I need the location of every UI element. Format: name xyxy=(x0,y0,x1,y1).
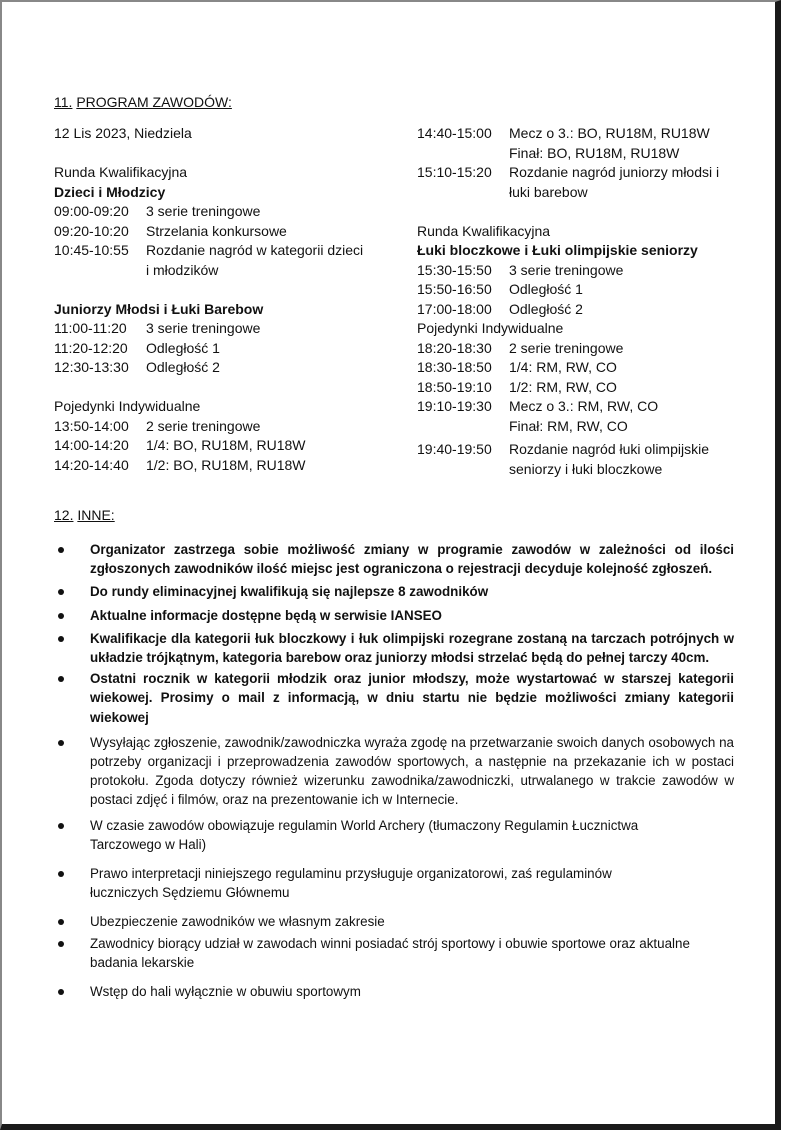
schedule-row xyxy=(417,358,747,378)
bullet-icon xyxy=(54,733,90,810)
list-item: Ostatni rocznik w kategorii młodzik oraz junior młodszy, może wystartować w starszej kategorii wiekowej. Prosimy o mail z informacją, w dniu startu nie będzie możliwości zmiany kategorii wiekowej xyxy=(54,669,734,727)
schedule-row xyxy=(417,378,747,398)
schedule-row xyxy=(54,319,394,339)
event-date: 12 Lis 2023, Niedziela xyxy=(54,125,192,141)
desc: 1/4: RM, RW, CO xyxy=(509,359,617,375)
list-item: Aktualne informacje dostępne będą w serwisie IANSEO xyxy=(54,606,734,625)
bullet-icon xyxy=(54,912,90,931)
desc: 1/2: RM, RW, CO xyxy=(509,378,617,395)
desc-2: Finał: RM, RW, CO xyxy=(509,417,628,434)
desc: 1/4: BO, RU18M, RU18W xyxy=(146,437,306,453)
schedule-row xyxy=(417,397,747,436)
desc: 2 serie treningowe xyxy=(509,339,624,356)
time: 10:45-10:55 xyxy=(54,242,129,258)
time: 19:10-19:30 xyxy=(417,398,492,414)
schedule-row xyxy=(54,358,394,378)
schedule-row xyxy=(417,280,747,300)
bullet-icon xyxy=(54,934,90,972)
time: 18:30-18:50 xyxy=(417,359,492,375)
schedule-row xyxy=(54,222,394,242)
block-label: Runda Kwalifikacyjna xyxy=(417,222,551,239)
schedule-row xyxy=(54,456,394,476)
desc: 3 serie treningowe xyxy=(146,203,261,219)
notes-list xyxy=(54,540,734,1001)
time: 09:20-10:20 xyxy=(54,222,129,239)
desc: Odległość 2 xyxy=(146,359,220,375)
desc: Odległość 1 xyxy=(509,281,583,297)
schedule-row xyxy=(417,163,747,202)
desc: Odległość 1 xyxy=(146,339,220,356)
bullet-icon xyxy=(54,816,90,854)
desc: Rozdanie nagród w kategorii dzieci i młodzików xyxy=(146,242,364,278)
schedule-row xyxy=(417,300,747,320)
section-11-heading: 11. PROGRAM ZAWODÓW: xyxy=(54,94,232,110)
time: 15:50-16:50 xyxy=(417,281,492,297)
list-item: Wstęp do hali wyłącznie w obuwiu sportowym xyxy=(54,982,734,1001)
block-title: Łuki bloczkowe i Łuki olimpijskie seniorzy xyxy=(417,242,698,258)
desc: Rozdanie nagród łuki olimpijskie seniorzy i łuki bloczkowe xyxy=(509,441,709,477)
desc: Mecz o 3.: RM, RW, CO xyxy=(509,398,659,414)
schedule-row xyxy=(417,124,747,163)
desc: 2 serie treningowe xyxy=(146,417,261,434)
list-item: Ubezpieczenie zawodników we własnym zakresie xyxy=(54,912,734,931)
desc: Strzelania konkursowe xyxy=(146,222,287,239)
time: 12:30-13:30 xyxy=(54,359,129,375)
time: 13:50-14:00 xyxy=(54,417,129,434)
time: 18:20-18:30 xyxy=(417,339,492,356)
time: 15:30-15:50 xyxy=(417,261,492,278)
time: 17:00-18:00 xyxy=(417,300,492,317)
time: 14:20-14:40 xyxy=(54,456,129,473)
time: 09:00-09:20 xyxy=(54,203,129,219)
schedule-row xyxy=(54,241,394,280)
bullet-icon xyxy=(54,540,90,578)
list-item: Prawo interpretacji niniejszego regulaminu przysługuje organizatorowi, zaś regulaminów łuczniczych Sędziemu Głównemu xyxy=(54,864,734,902)
desc: 3 serie treningowe xyxy=(146,320,261,336)
list-item: Do rundy eliminacyjnej kwalifikują się najlepsze 8 zawodników xyxy=(54,582,734,601)
schedule-row xyxy=(54,436,394,456)
schedule-row xyxy=(54,202,394,222)
time: 11:20-12:20 xyxy=(54,339,128,356)
schedule-row xyxy=(54,339,394,359)
bullet-icon xyxy=(54,982,90,1001)
time: 19:40-19:50 xyxy=(417,441,492,457)
bullet-icon xyxy=(54,582,90,601)
schedule-row xyxy=(54,417,394,437)
schedule-row xyxy=(417,339,747,359)
bullet-icon xyxy=(54,864,90,902)
bullet-icon xyxy=(54,606,90,625)
list-item: Zawodnicy biorący udział w zawodach winni posiadać strój sportowy i obuwie sportowe oraz aktualne badania lekarskie xyxy=(54,934,734,972)
section-12-heading: 12. INNE: xyxy=(54,507,115,523)
desc: Odległość 2 xyxy=(509,300,583,317)
desc: 1/2: BO, RU18M, RU18W xyxy=(146,456,306,473)
schedule-left-column xyxy=(54,124,394,475)
list-item: Kwalifikacje dla kategorii łuk bloczkowy i łuk olimpijski rozegrane zostaną na tarczach potrójnych w układzie trójkątnym, kategoria barebow oraz juniorzy młodsi strzelać będą do pełnej tarczy 40cm. xyxy=(54,629,734,667)
time: 11:00-11:20 xyxy=(54,320,127,336)
desc: Rozdanie nagród juniorzy młodsi i łuki barebow xyxy=(509,164,720,200)
bullet-icon xyxy=(54,669,90,727)
block-label: Runda Kwalifikacyjna xyxy=(54,164,188,180)
desc-2: Finał: BO, RU18M, RU18W xyxy=(509,144,680,161)
desc: 3 serie treningowe xyxy=(509,261,624,278)
bullet-icon xyxy=(54,629,90,667)
schedule-row xyxy=(417,440,747,479)
list-item: Organizator zastrzega sobie możliwość zmiany w programie zawodów w zależności od ilości zgłoszonych zawodników ilość miejsc jest ograniczona o rejestracji decyduje kolejność zgłoszeń. xyxy=(54,540,734,578)
list-item: W czasie zawodów obowiązuje regulamin World Archery (tłumaczony Regulamin Łucznictwa Tarczowego w Hali) xyxy=(54,816,734,854)
time: 14:00-14:20 xyxy=(54,437,129,453)
time: 14:40-15:00 xyxy=(417,125,492,141)
time: 18:50-19:10 xyxy=(417,378,492,395)
list-item: Wysyłając zgłoszenie, zawodnik/zawodniczka wyraża zgodę na przetwarzanie swoich danych osobowych na potrzeby organizacji i przeprowadzenia zawodów sportowych, a następnie na przekazanie ich w postaci protokołu. Zgoda dotyczy również wizerunku zawodnika/zawodniczki, utrwalanego w trakcie zawodów w postaci zdjęć i filmów, oraz na prezentowanie ich w Internecie. xyxy=(54,733,734,810)
time: 15:10-15:20 xyxy=(417,164,492,180)
block-label: Pojedynki Indywidualne xyxy=(417,320,564,336)
schedule-row xyxy=(417,261,747,281)
schedule-right-column xyxy=(417,124,747,479)
block-label: Pojedynki Indywidualne xyxy=(54,398,201,414)
block-title: Dzieci i Młodzicy xyxy=(54,183,166,200)
block-title: Juniorzy Młodsi i Łuki Barebow xyxy=(54,300,264,317)
desc: Mecz o 3.: BO, RU18M, RU18W xyxy=(509,125,710,141)
